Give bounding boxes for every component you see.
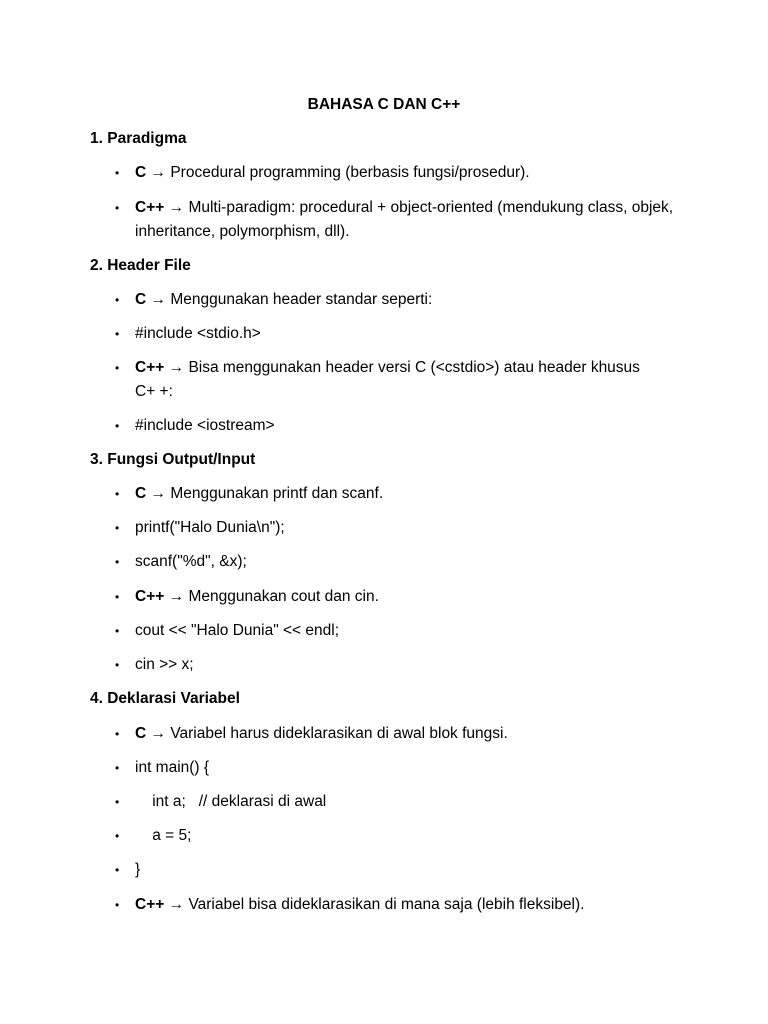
- item-lead: C++: [135, 896, 165, 913]
- item-text: Bisa menggunakan header versi C (<cstdio>) atau header khusus C+ +:: [135, 359, 640, 400]
- list-item: [115, 196, 675, 244]
- list-item: [115, 322, 675, 346]
- document-title: BAHASA C DAN C++: [307, 96, 461, 113]
- list-item: [115, 756, 675, 780]
- bullet-icon: •: [115, 293, 120, 307]
- section-heading-deklarasi-variabel: 4. Deklarasi Variabel: [90, 690, 240, 707]
- list-item: [115, 161, 675, 185]
- bullet-icon: •: [115, 829, 120, 843]
- arrow-icon: →: [168, 896, 185, 913]
- list-item: [115, 858, 675, 882]
- item-text: #include <stdio.h>: [135, 325, 261, 342]
- item-text: Variabel bisa dideklarasikan di mana saja (lebih fleksibel).: [188, 896, 585, 913]
- item-text: }: [135, 861, 141, 878]
- list-item: [115, 893, 675, 917]
- arrow-icon: →: [150, 164, 167, 181]
- item-lead: C: [135, 164, 147, 181]
- item-text: int a; // deklarasi di awal: [135, 793, 327, 810]
- list-item: [115, 653, 675, 677]
- list-item: [115, 585, 675, 609]
- item-lead: C++: [135, 359, 165, 376]
- list-item: [115, 550, 675, 574]
- bullet-icon: •: [115, 487, 120, 501]
- bullet-icon: •: [115, 863, 120, 877]
- bullet-icon: •: [115, 795, 120, 809]
- bullet-icon: •: [115, 761, 120, 775]
- bullet-icon: •: [115, 590, 120, 604]
- list-item: [115, 414, 675, 438]
- list-item: [115, 722, 675, 746]
- item-text: Procedural programming (berbasis fungsi/prosedur).: [170, 164, 530, 181]
- list-item: [115, 356, 655, 404]
- item-text: Menggunakan printf dan scanf.: [170, 485, 384, 502]
- item-text: cout << "Halo Dunia" << endl;: [135, 622, 340, 639]
- item-text: scanf("%d", &x);: [135, 553, 247, 570]
- bullet-icon: •: [115, 898, 120, 912]
- list-item: [115, 482, 675, 506]
- list-item: [115, 824, 675, 848]
- item-text: int main() {: [135, 759, 210, 776]
- bullet-icon: •: [115, 166, 120, 180]
- item-text: cin >> x;: [135, 656, 194, 673]
- section-heading-fungsi-output-input: 3. Fungsi Output/Input: [90, 451, 256, 468]
- bullet-icon: •: [115, 727, 120, 741]
- arrow-icon: →: [168, 588, 185, 605]
- section-heading-paradigma: 1. Paradigma: [90, 130, 187, 147]
- list-item: [115, 516, 675, 540]
- bullet-icon: •: [115, 327, 120, 341]
- item-lead: C: [135, 725, 147, 742]
- arrow-icon: →: [150, 725, 167, 742]
- item-lead: C: [135, 485, 147, 502]
- item-text: printf("Halo Dunia\n");: [135, 519, 285, 536]
- bullet-icon: •: [115, 419, 120, 433]
- arrow-icon: →: [150, 291, 167, 308]
- arrow-icon: →: [168, 199, 185, 216]
- arrow-icon: →: [168, 359, 185, 376]
- section-heading-header-file: 2. Header File: [90, 257, 191, 274]
- bullet-icon: •: [115, 201, 120, 215]
- bullet-icon: •: [115, 555, 120, 569]
- list-item: [115, 619, 675, 643]
- bullet-icon: •: [115, 361, 120, 375]
- list-item: [115, 790, 675, 814]
- bullet-icon: •: [115, 658, 120, 672]
- item-text: #include <iostream>: [135, 417, 275, 434]
- item-text: Variabel harus dideklarasikan di awal blok fungsi.: [170, 725, 508, 742]
- item-text: Multi-paradigm: procedural + object-oriented (mendukung class, objek, inheritance, polymorphism, dll).: [135, 199, 674, 240]
- bullet-icon: •: [115, 624, 120, 638]
- item-text: Menggunakan header standar seperti:: [170, 291, 433, 308]
- bullet-icon: •: [115, 521, 120, 535]
- item-lead: C: [135, 291, 147, 308]
- arrow-icon: →: [150, 485, 167, 502]
- item-lead: C++: [135, 199, 165, 216]
- item-text: Menggunakan cout dan cin.: [188, 588, 379, 605]
- list-item: [115, 288, 675, 312]
- item-lead: C++: [135, 588, 165, 605]
- item-text: a = 5;: [135, 827, 192, 844]
